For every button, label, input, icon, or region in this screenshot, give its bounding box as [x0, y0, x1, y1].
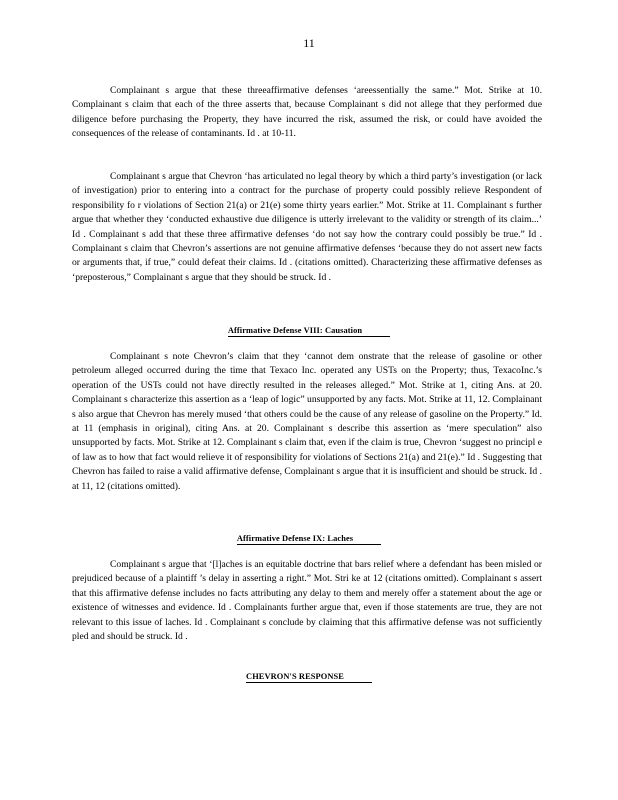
heading-causation	[0, 326, 618, 337]
paragraph-laches: Complainant s argue that ‘[l]aches is an equitable doctrine that bars relief where a defendant has been misled or prejudiced because of a plaintiff ’s delay in asserting a right.” Mot. Stri ke at 12 (citations omitted). Complainant s assert that this affirmative defense includes no facts attributing any delay to them and merely offer a statement about the age or existence of witnesses and evidence. Id . Complainants further argue that, even if those statements are true, they are not relevant to this issue of laches. Id . Complainant s conclude by claiming that this affirmative defense was not sufficiently pled and should be struck. Id .	[72, 559, 542, 643]
paragraph-causation: Complainant s note Chevron’s claim that they ‘cannot dem onstrate that the release of gasoline or other petroleum alleged occurred during the time that Texaco Inc. operated any USTs on the Property; thus, TexacoInc.’s operation of the USTs could not have directly resulted in the releases alleged.” Mot. Strike at 1, citing Ans. at 20. Complainant s characterize this assertion as a ‘leap of logic” unsupported by any facts. Mot. Strike at 11, 12. Complainant s also argue that Chevron has merely mused ‘that others could be the cause of any release of gasoline on the Property.” Id. at 11 (emphasis in original), citing Ans. at 20. Complainant s describe this assertion as ‘mere speculation” also unsupported by facts. Mot. Strike at 12. Complainant s claim that, even if the claim is true, Chevron ‘suggest no principl e of law as to how that fact would relieve it of responsibility for violations of Sections 21(a) and 21(e).” Id . Suggesting that Chevron has failed to raise a valid affirmative defense, Complainant s argue that it is insufficient and should be struck. Id . at 11, 12 (citations omitted).	[72, 351, 542, 492]
heading-laches	[0, 534, 618, 545]
paragraph-third-party-investigation: Complainant s argue that Chevron ‘has articulated no legal theory by which a third party’s investigation (or lack of investigation) prior to entering into a contract for the purchase of property could possibly relieve Respondent of responsibility fo r violations of Section 21(a) or 21(e) some thirty years earlier.” Mot. Strike at 11. Complainant s further argue that whether they ‘conducted exhaustive due diligence is utterly irrelevant to the validity or strength of its claim...’ Id . Complainant s add that these three affirmative defenses ‘do not say how the contrary could possibly be true.” Id . Complainant s claim that Chevron’s assertions are not genuine affirmative defenses ‘because they do not assert new facts or arguments that, if true,” could defeat their claims. Id . (citations omitted). Characterizing these affirmative defenses as ‘preposterous,” Complainant s argue that they should be struck. Id .	[72, 171, 542, 283]
heading-laches-text: Affirmative Defense IX: Laches	[237, 534, 381, 545]
page-number: 11	[303, 36, 315, 50]
paragraph-due-diligence-summary: Complainant s argue that these threeaffirmative defenses ‘areessentially the same.” Mot. Strike at 10. Complainant s claim that each of the three asserts that, because Complainant s did not allege that they performed due diligence before purchasing the Property, they have incurred the risk, assumed the risk, or could have avoided the consequences of the release of contaminants. Id . at 10-11.	[72, 85, 542, 140]
heading-chevron-response	[0, 672, 618, 683]
heading-chevron-response-text: CHEVRON'S RESPONSE	[246, 672, 372, 683]
heading-causation-text: Affirmative Defense VIII: Causation	[228, 326, 390, 337]
